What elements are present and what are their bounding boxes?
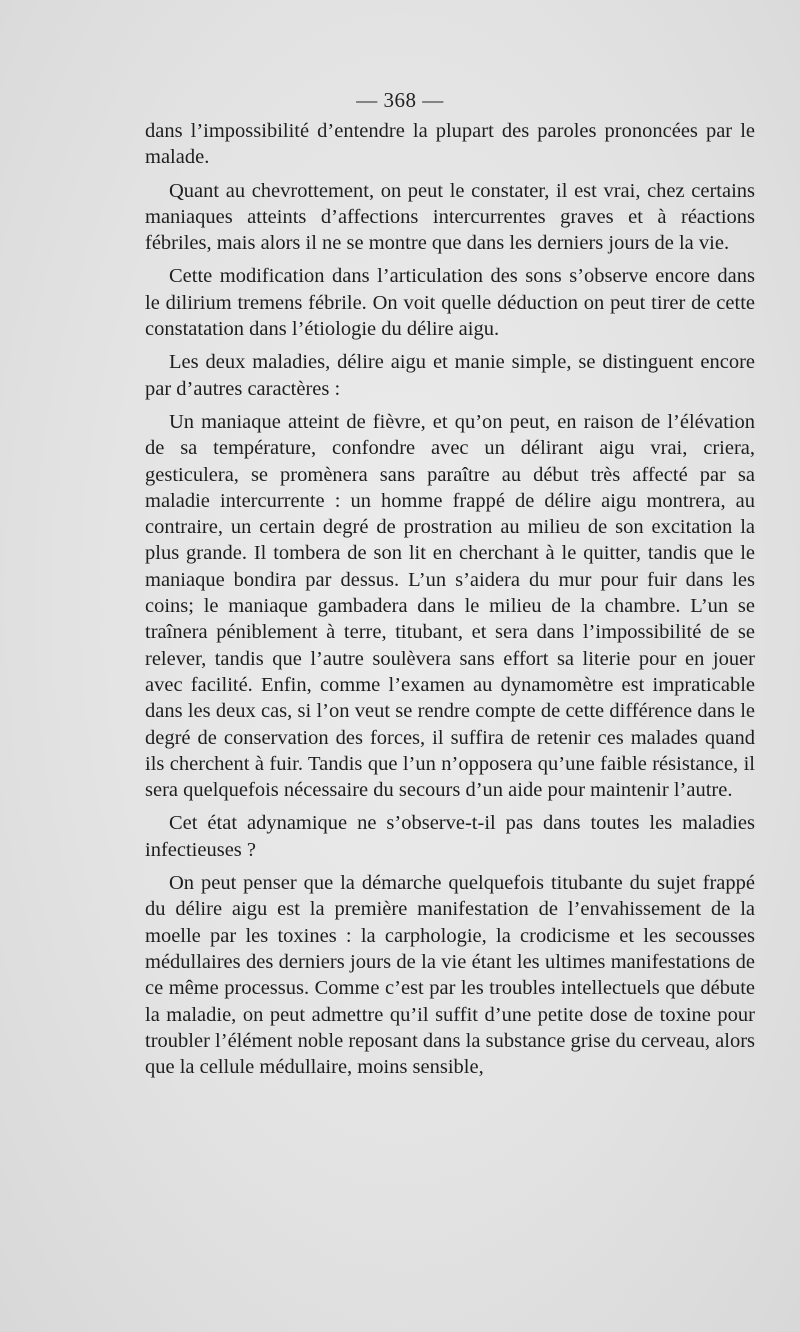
paragraph: Quant au chevrottement, on peut le constater, il est vrai, chez certains maniaques atteints d’affections intercurrentes graves et à réactions fébriles, mais alors il ne se montre que dans les derniers jours de la vie. xyxy=(145,179,755,255)
paragraph: Un maniaque atteint de fièvre, et qu’on peut, en raison de l’élévation de sa température, confondre avec un délirant aigu vrai, criera, gesticulera, se promènera sans paraître au début très affecté par sa maladie intercurrente : un homme frappé de délire aigu montrera, au contraire, un certain degré de prostration au milieu de son excitation la plus grande. Il tombera de son lit en cherchant à le quitter, tandis que le maniaque bondira par dessus. L’un s’aidera du mur pour fuir dans les coins; le maniaque gambadera dans le milieu de la chambre. L’un se traînera péniblement à terre, titubant, et sera dans l’impossibilité de se relever, tandis que l’autre soulèvera sans effort sa literie pour en jouer avec facilité. Enfin, comme l’examen au dynamomètre est impraticable dans les deux cas, si l’on veut se rendre compte de cette différence dans le degré de conservation des forces, il suffira de retenir ces malades quand ils cherchent à fuir. Tandis que l’un n’opposera qu’une faible résistance, il sera quelquefois nécessaire du secours d’un aide pour maintenir l’autre. xyxy=(145,410,755,802)
paragraph: Cet état adynamique ne s’observe-t-il pas dans toutes les maladies infectieuses ? xyxy=(145,812,755,861)
paragraph: Les deux maladies, délire aigu et manie simple, se distinguent encore par d’autres caractères : xyxy=(145,351,755,400)
paragraph-continued: dans l’impossibilité d’entendre la plupart des paroles prononcées par le malade. xyxy=(145,120,755,169)
paragraph: On peut penser que la démarche quelquefois titubante du sujet frappé du délire aigu est la première manifestation de l’envahissement de la moelle par les toxines : la carphologie, la crodicisme et les secousses médullaires des derniers jours de la vie étant les ultimes manifestations de ce même processus. Comme c’est par les troubles intellectuels que débute la maladie, on peut admettre qu’il suffit d’une petite dose de toxine pour troubler l’élément noble reposant dans la substance grise du cerveau, alors que la cellule médullaire, moins sensible, xyxy=(145,872,755,1079)
page-number: — 368 — xyxy=(356,88,444,112)
body-text xyxy=(145,118,755,1087)
paragraph: Cette modification dans l’articulation des sons s’observe encore dans le dilirium tremens fébrile. On voit quelle déduction on peut tirer de cette constatation dans l’étiologie du délire aigu. xyxy=(145,265,755,341)
